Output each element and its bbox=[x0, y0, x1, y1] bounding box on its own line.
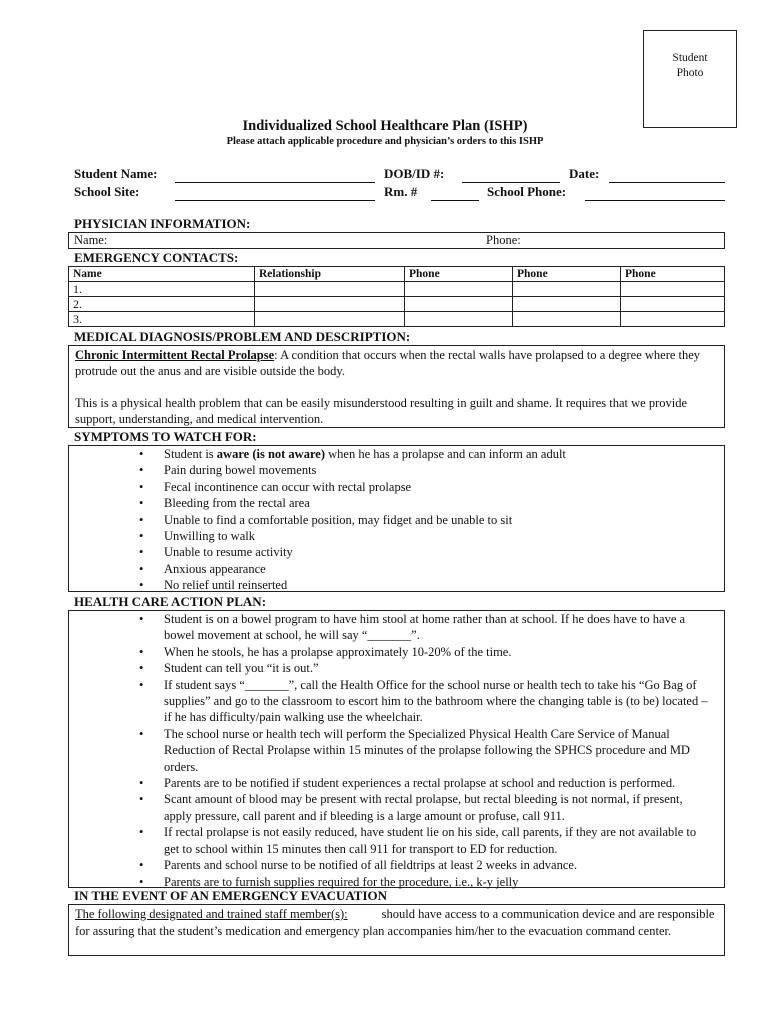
table-cell[interactable] bbox=[513, 282, 621, 297]
action-plan-list bbox=[113, 611, 708, 890]
symptom-awareness: aware (is not aware) bbox=[216, 447, 325, 461]
physician-info-box[interactable] bbox=[68, 232, 725, 249]
symptom-text: Student is bbox=[164, 447, 217, 461]
list-item: • Parents are to be notified if student experiences a rectal prolapse at school and reduction is performed. bbox=[113, 775, 708, 791]
table-header-row bbox=[69, 267, 725, 282]
table-cell[interactable] bbox=[621, 312, 725, 327]
photo-label-line2: Photo bbox=[676, 67, 704, 79]
room-label: Rm. # bbox=[384, 184, 418, 199]
photo-label-line1: Student bbox=[672, 52, 708, 64]
school-site-label: School Site: bbox=[74, 184, 140, 199]
table-cell[interactable] bbox=[255, 282, 405, 297]
list-item: • Unwilling to walk bbox=[113, 528, 724, 544]
table-row[interactable] bbox=[69, 312, 725, 327]
student-photo-box bbox=[643, 30, 737, 128]
symptom-text: when he has a prolapse and can inform an adult bbox=[325, 447, 566, 461]
room-field[interactable] bbox=[431, 200, 479, 201]
evacuation-box bbox=[68, 904, 725, 956]
diagnosis-paragraph-2: This is a physical health problem that can be easily misunderstood resulting in guilt and shame. It requires that we provide support, understanding, and medical intervention. bbox=[75, 396, 688, 426]
row-number: 2. bbox=[69, 297, 255, 312]
symptoms-list bbox=[113, 446, 724, 594]
student-name-field[interactable] bbox=[175, 182, 375, 183]
diagnosis-definition: : A condition that occurs when the rectal walls have prolapsed to a degree where they protrude out the anus and are visible outside the body. bbox=[75, 348, 701, 378]
page-subtitle: Please attach applicable procedure and physician’s orders to this ISHP bbox=[226, 136, 544, 147]
date-label: Date: bbox=[569, 166, 600, 181]
emergency-contacts-heading: EMERGENCY CONTACTS: bbox=[74, 250, 239, 265]
list-item: • Unable to find a comfortable position, may fidget and be unable to sit bbox=[113, 512, 724, 528]
school-phone-label: School Phone: bbox=[487, 184, 567, 199]
table-cell[interactable] bbox=[405, 282, 513, 297]
evacuation-heading: IN THE EVENT OF AN EMERGENCY EVACUATION bbox=[74, 888, 388, 903]
table-cell[interactable] bbox=[621, 282, 725, 297]
row-number: 1. bbox=[69, 282, 255, 297]
school-phone-field[interactable] bbox=[585, 200, 725, 201]
table-cell[interactable] bbox=[405, 312, 513, 327]
dob-id-label: DOB/ID #: bbox=[384, 166, 445, 181]
list-item: • Pain during bowel movements bbox=[113, 462, 724, 478]
list-item: • When he stools, he has a prolapse approximately 10-20% of the time. bbox=[113, 644, 708, 660]
table-cell[interactable] bbox=[405, 297, 513, 312]
physician-name-label: Name: bbox=[74, 233, 108, 247]
list-item: • Fecal incontinence can occur with rectal prolapse bbox=[113, 479, 724, 495]
column-header-phone: Phone bbox=[621, 267, 725, 282]
list-item: • Student can tell you “it is out.” bbox=[113, 660, 708, 676]
list-item: • Student is on a bowel program to have him stool at home rather than at school. If he does have to have a bowel movement at school, he will say “_______”. bbox=[113, 611, 708, 644]
symptoms-heading: SYMPTOMS TO WATCH FOR: bbox=[74, 429, 257, 444]
table-cell[interactable] bbox=[513, 297, 621, 312]
emergency-contacts-table bbox=[68, 266, 725, 327]
evacuation-paragraph bbox=[75, 906, 718, 939]
diagnosis-paragraph bbox=[75, 347, 718, 379]
diagnosis-box bbox=[68, 345, 725, 428]
school-site-field[interactable] bbox=[175, 200, 375, 201]
column-header-relationship: Relationship bbox=[255, 267, 405, 282]
list-item: • No relief until reinserted bbox=[113, 577, 724, 593]
dob-id-field[interactable] bbox=[462, 182, 560, 183]
page-title: Individualized School Healthcare Plan (ISHP) bbox=[242, 118, 528, 134]
evacuation-lead: The following designated and trained staff member(s): bbox=[75, 907, 348, 921]
column-header-name: Name bbox=[69, 267, 255, 282]
table-cell[interactable] bbox=[621, 297, 725, 312]
list-item: • Scant amount of blood may be present with rectal prolapse, but rectal bleeding is not normal, if present, apply pressure, call parent and if bleeding is a large amount or profuse, call 911. bbox=[113, 791, 708, 824]
column-header-phone: Phone bbox=[513, 267, 621, 282]
evacuation-text: should have access to a communication device and are responsible for assuring that the student’s medication and emergency plan accompanies him/her to the evacuation command center. bbox=[75, 907, 715, 938]
table-row[interactable] bbox=[69, 297, 725, 312]
action-plan-box bbox=[68, 610, 725, 888]
list-item: • Bleeding from the rectal area bbox=[113, 495, 724, 511]
diagnosis-term: Chronic Intermittent Rectal Prolapse bbox=[75, 348, 275, 362]
diagnosis-heading: MEDICAL DIAGNOSIS/PROBLEM AND DESCRIPTION: bbox=[74, 329, 411, 344]
symptoms-box bbox=[68, 445, 725, 592]
table-cell[interactable] bbox=[513, 312, 621, 327]
column-header-phone: Phone bbox=[405, 267, 513, 282]
list-item: • The school nurse or health tech will perform the Specialized Physical Health Care Service of Manual Reduction of Rectal Prolapse within 15 minutes of the prolapse following the SPHCS procedure and MD orders. bbox=[113, 726, 708, 775]
date-field[interactable] bbox=[609, 182, 725, 183]
physician-heading: PHYSICIAN INFORMATION: bbox=[74, 216, 251, 231]
list-item: • If student says “_______”, call the Health Office for the school nurse or health tech to take his “Go Bag of supplies” and go to the classroom to escort him to the bathroom where the changing table is (to be) located – if he has difficulty/pain walking use the wheelchair. bbox=[113, 677, 708, 726]
table-cell[interactable] bbox=[255, 297, 405, 312]
list-item: • Parents are to furnish supplies required for the procedure, i.e., k-y jelly bbox=[113, 874, 708, 890]
list-item: • Parents and school nurse to be notified of all fieldtrips at least 2 weeks in advance. bbox=[113, 857, 708, 873]
table-row[interactable] bbox=[69, 282, 725, 297]
list-item: • Anxious appearance bbox=[113, 561, 724, 577]
list-item: • If rectal prolapse is not easily reduced, have student lie on his side, call parents, if they are not available to get to school within 15 minutes then call 911 for transport to ED for reduction. bbox=[113, 824, 708, 857]
student-name-label: Student Name: bbox=[74, 166, 158, 181]
list-item: • Unable to resume activity bbox=[113, 544, 724, 560]
table-cell[interactable] bbox=[255, 312, 405, 327]
row-number: 3. bbox=[69, 312, 255, 327]
list-item bbox=[113, 446, 724, 462]
physician-phone-label: Phone: bbox=[486, 233, 521, 247]
action-plan-heading: HEALTH CARE ACTION PLAN: bbox=[74, 594, 267, 609]
